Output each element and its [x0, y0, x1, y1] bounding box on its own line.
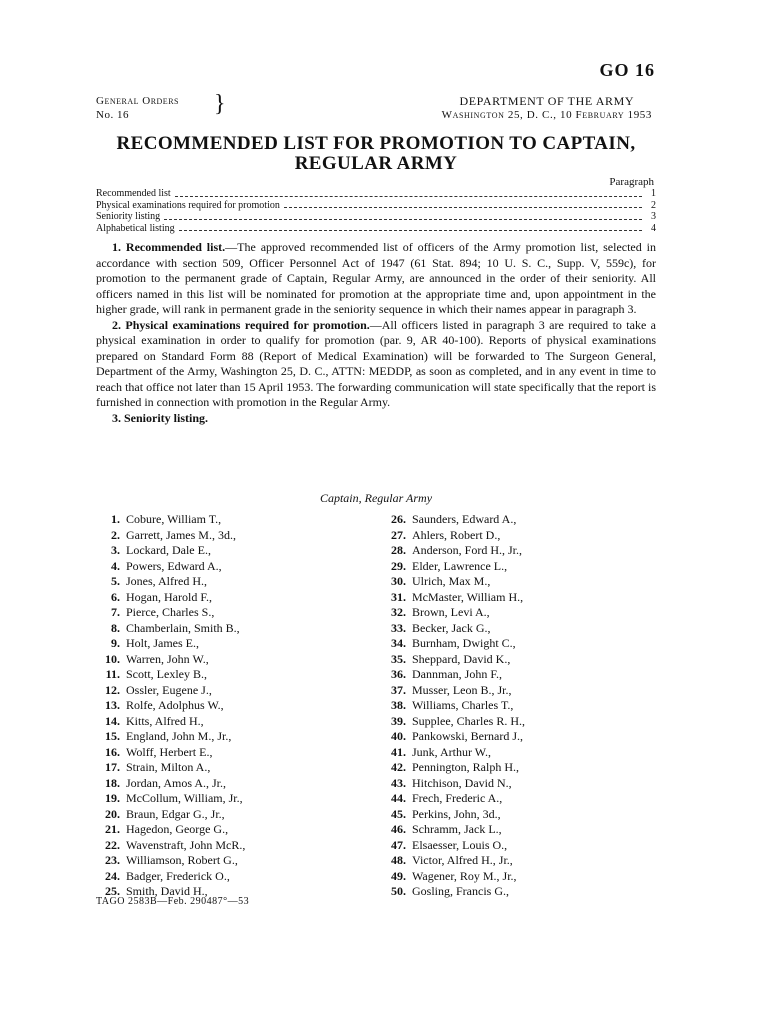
department-header [442, 94, 652, 122]
officer-name: Supplee, Charles R. H., [412, 713, 525, 728]
order-designation [96, 91, 227, 122]
paragraph-2-heading: 2. Physical examinations required for promotion. [112, 317, 370, 332]
officer-name: Smith, David H., [126, 884, 208, 898]
list-item-number: 39. [391, 713, 406, 728]
officer-name: Cobure, William T., [126, 512, 222, 526]
list-item [382, 698, 662, 714]
list-item [382, 605, 662, 621]
toc-number: 3 [651, 211, 656, 222]
list-item-number: 32. [391, 605, 406, 619]
toc-row [96, 200, 656, 212]
list-item [96, 683, 366, 699]
list-item [96, 698, 366, 714]
toc-row [96, 211, 656, 223]
officer-name: Pennington, Ralph H., [412, 760, 519, 774]
officer-name: Sheppard, David K., [412, 651, 511, 666]
document-title [96, 134, 656, 174]
list-item [382, 822, 662, 838]
officer-list-right [382, 512, 662, 900]
list-item [382, 791, 662, 807]
list-item [382, 667, 662, 683]
list-item-number: 14. [105, 713, 120, 728]
list-item-number: 23. [105, 853, 120, 867]
officer-name: Strain, Milton A., [126, 760, 211, 774]
officer-name: Elsaesser, Louis O., [412, 837, 508, 852]
officer-list-left [96, 512, 366, 900]
officer-name: Junk, Arthur W., [412, 744, 492, 759]
list-item-number: 40. [391, 729, 406, 743]
officer-name: Gosling, Francis G., [412, 884, 509, 898]
list-item-number: 30. [391, 574, 406, 588]
list-item-number: 11. [105, 667, 120, 681]
toc-row [96, 188, 656, 200]
list-item [382, 729, 662, 745]
list-item-number: 10. [105, 651, 120, 666]
body-text [96, 240, 656, 426]
list-item [96, 528, 366, 544]
officer-name: Frech, Frederic A., [412, 791, 503, 805]
list-item-number: 28. [391, 543, 406, 557]
list-item [382, 559, 662, 575]
list-item-number: 8. [111, 620, 120, 635]
list-item-number: 26. [391, 512, 406, 526]
list-item [96, 760, 366, 776]
paragraph-3-heading: 3. Seniority listing. [112, 410, 209, 425]
toc-heading: Paragraph [609, 176, 654, 188]
list-item-number: 43. [391, 775, 406, 790]
officer-name: Ahlers, Robert D., [412, 527, 501, 542]
list-item [382, 621, 662, 637]
title-line-2: REGULAR ARMY [294, 153, 458, 174]
officer-name: Holt, James E., [126, 636, 199, 650]
list-item [96, 574, 366, 590]
toc-label: Seniority listing [96, 211, 161, 222]
list-item [96, 869, 366, 885]
paragraph-1 [96, 240, 656, 318]
toc-label: Alphabetical listing [96, 222, 175, 234]
list-item-number: 19. [105, 791, 120, 805]
issue-place-date: Washington 25, D. C., 10 February 1953 [441, 109, 652, 121]
toc-number: 4 [651, 222, 656, 234]
list-item [96, 605, 366, 621]
officer-name: Schramm, Jack L., [412, 822, 502, 836]
list-item-number: 36. [391, 667, 406, 681]
officer-name: Victor, Alfred H., Jr., [412, 853, 513, 867]
list-item [382, 776, 662, 792]
list-item [96, 621, 366, 637]
officer-name: McMaster, William H., [412, 589, 524, 604]
list-item [96, 745, 366, 761]
list-item-number: 16. [105, 744, 120, 759]
list-item-number: 3. [111, 543, 120, 557]
officer-name: Hagedon, George G., [126, 822, 229, 836]
officer-name: Musser, Leon B., Jr., [412, 682, 512, 697]
toc-label: Physical examinations required for promotion [96, 199, 280, 211]
officer-name: Wagener, Roy M., Jr., [412, 868, 517, 883]
list-item [382, 528, 662, 544]
officer-name: Elder, Lawrence L., [412, 558, 508, 573]
officer-name: Lockard, Dale E., [126, 543, 211, 557]
officer-name: Saunders, Edward A., [412, 512, 517, 526]
list-item-number: 15. [105, 729, 120, 743]
officer-name: Perkins, John, 3d., [412, 806, 501, 821]
general-order-number: GO 16 [599, 60, 655, 80]
list-item [96, 667, 366, 683]
list-item-number: 46. [391, 822, 406, 836]
list-item [382, 512, 662, 528]
officer-name: Williamson, Robert G., [126, 853, 238, 867]
list-item-number: 13. [105, 698, 120, 712]
list-item [382, 683, 662, 699]
list-item-number: 9. [111, 636, 120, 650]
officer-name: Williams, Charles T., [412, 698, 514, 712]
list-item-number: 21. [105, 822, 120, 836]
list-item-number: 34. [391, 636, 406, 650]
officer-name: Wavenstraft, John McR., [126, 837, 246, 852]
list-item [96, 543, 366, 559]
list-item-number: 4. [111, 558, 120, 573]
officer-name: Burnham, Dwight C., [412, 636, 516, 650]
brace-mark: } [214, 91, 227, 117]
list-item [382, 652, 662, 668]
officer-name: Ossler, Eugene J., [126, 682, 212, 697]
list-item [382, 745, 662, 761]
toc-leader [284, 207, 642, 208]
officer-name: Scott, Lexley B., [126, 667, 207, 681]
list-item [96, 776, 366, 792]
list-item [96, 636, 366, 652]
officer-name: Pankowski, Bernard J., [412, 729, 523, 743]
list-item-number: 5. [111, 574, 120, 588]
list-item [382, 574, 662, 590]
list-item [96, 652, 366, 668]
title-line-1: RECOMMENDED LIST FOR PROMOTION TO CAPTAIN, [116, 133, 636, 154]
officer-name: Brown, Levi A., [412, 605, 490, 619]
list-item [96, 729, 366, 745]
list-item-number: 29. [391, 558, 406, 573]
list-item-number: 45. [391, 806, 406, 821]
officer-name: Wolff, Herbert E., [126, 744, 213, 759]
officer-name: Jones, Alfred H., [126, 574, 207, 588]
list-item-number: 42. [391, 760, 406, 774]
officer-name: Ulrich, Max M., [412, 574, 491, 588]
list-item [382, 884, 662, 900]
list-item-number: 6. [111, 589, 120, 604]
officer-name: Braun, Edgar G., Jr., [126, 806, 225, 821]
list-item [382, 838, 662, 854]
officer-name: Dannman, John F., [412, 667, 503, 681]
list-item-number: 17. [105, 760, 120, 774]
list-item-number: 47. [391, 837, 406, 852]
order-label: General Orders [96, 95, 179, 107]
officer-name: Chamberlain, Smith B., [126, 620, 240, 635]
list-item-number: 24. [105, 868, 120, 883]
list-item-number: 20. [105, 806, 120, 821]
footer-code: TAGO 2583B—Feb. 290487°—53 [96, 896, 250, 907]
officer-name: McCollum, William, Jr., [126, 791, 243, 805]
list-item-number: 2. [111, 527, 120, 542]
list-item [96, 512, 366, 528]
officer-name: Becker, Jack G., [412, 620, 491, 635]
list-item [96, 714, 366, 730]
toc-number: 1 [651, 188, 656, 199]
list-item-number: 22. [105, 837, 120, 852]
paragraph-2 [96, 318, 656, 411]
officer-name: Hitchison, David N., [412, 775, 512, 790]
list-item-number: 33. [391, 620, 406, 635]
list-item [382, 714, 662, 730]
list-item-number: 38. [391, 698, 406, 712]
paragraph-2-text: —All officers listed in paragraph 3 are required to take a physical examination in order to qualify for promotion (par. 9, AR 40-100). Reports of physical examinations prepared on Standard Form 88 (Report of Medical Examination) will be forwarded to The Surgeon General, Department of the Army, Washington 25, D. C., ATTN: MEDDP, as soon as completed, and in any event in time to reach that office not later than 15 April 1953. The forwarding communication will state specifically that the report is furnished in connection with promotion in the Regular Army. [96, 317, 656, 409]
toc-number: 2 [651, 199, 656, 211]
list-item [382, 807, 662, 823]
list-item-number: 49. [391, 868, 406, 883]
order-number: No. 16 [96, 109, 129, 121]
table-of-contents [96, 188, 656, 234]
list-item [382, 760, 662, 776]
list-item [382, 853, 662, 869]
officer-name: England, John M., Jr., [126, 729, 232, 743]
list-item [96, 590, 366, 606]
officer-name: Garrett, James M., 3d., [126, 527, 236, 542]
list-item [96, 807, 366, 823]
list-item [96, 822, 366, 838]
list-item-number: 50. [391, 884, 406, 898]
list-item [96, 559, 366, 575]
list-heading: Captain, Regular Army [319, 491, 433, 505]
paragraph-1-text: —The approved recommended list of officers of the Army promotion list, selected in accordance with section 509, Officer Personnel Act of 1947 (61 Stat. 894; 10 U. S. C., Supp. V, 559c), for promotion to the permanent grade of Captain, Regular Army, are announced in the order of their seniority. All officers named in this list will be nominated for promotion at the appropriate time and, upon appointment in the higher grade, will rank in permanent grade in the seniority sequence in which their names appear in paragraph 3. [96, 240, 656, 316]
officer-name: Pierce, Charles S., [126, 605, 215, 619]
list-item-number: 35. [391, 651, 406, 666]
list-item-number: 41. [391, 744, 406, 759]
toc-leader [179, 230, 642, 231]
paragraph-3 [96, 411, 656, 427]
list-item-number: 27. [391, 527, 406, 542]
list-item [382, 590, 662, 606]
officer-name: Rolfe, Adolphus W., [126, 698, 224, 712]
list-item [382, 543, 662, 559]
list-item [382, 869, 662, 885]
list-item [96, 791, 366, 807]
list-item [96, 853, 366, 869]
officer-name: Powers, Edward A., [126, 558, 222, 573]
list-item [96, 838, 366, 854]
officer-name: Badger, Frederick O., [126, 868, 230, 883]
toc-leader [164, 219, 642, 220]
list-item-number: 37. [391, 682, 406, 697]
officer-name: Kitts, Alfred H., [126, 713, 204, 728]
list-item-number: 7. [111, 605, 120, 619]
toc-leader [175, 196, 642, 197]
list-item-number: 12. [105, 682, 120, 697]
list-item-number: 44. [391, 791, 406, 805]
officer-name: Anderson, Ford H., Jr., [412, 543, 522, 557]
list-item [382, 636, 662, 652]
officer-name: Warren, John W., [126, 651, 209, 666]
list-item-number: 18. [105, 775, 120, 790]
list-item-number: 48. [391, 853, 406, 867]
list-item-number: 31. [391, 589, 406, 604]
toc-label: Recommended list [96, 188, 171, 199]
list-item-number: 1. [111, 512, 120, 526]
paragraph-1-heading: 1. Recommended list. [112, 240, 226, 254]
officer-name: Hogan, Harold F., [126, 589, 213, 604]
toc-row [96, 223, 656, 235]
department-name: DEPARTMENT OF THE ARMY [459, 94, 635, 108]
officer-name: Jordan, Amos A., Jr., [126, 775, 227, 790]
list-item-number: 25. [105, 884, 120, 898]
